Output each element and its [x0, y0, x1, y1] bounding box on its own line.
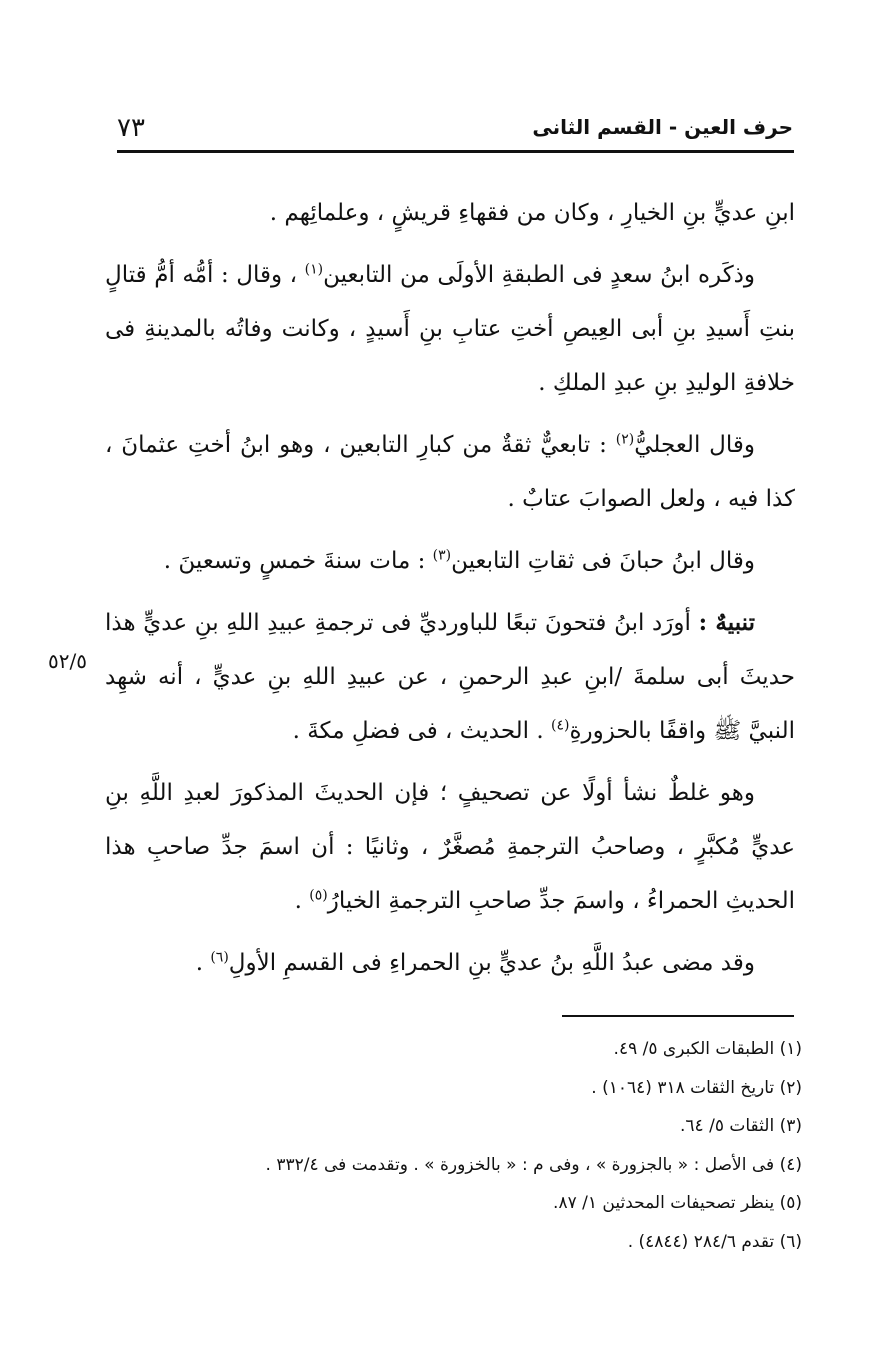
paragraph-6-text-b: .: [294, 888, 310, 914]
header-rule: [117, 150, 794, 153]
paragraph-6: [105, 766, 795, 928]
footnote-ref-3[interactable]: (٣): [432, 547, 452, 564]
paragraph-7-text-b: .: [195, 950, 211, 976]
note-lead: تنبيهٌ :: [698, 609, 755, 636]
margin-note: ٥٢/٥: [48, 649, 87, 673]
paragraph-2-text-b: ، وقال : أمُّه أمُّ قتالٍ بنتِ أَسيدِ بنِ أبى العِيصِ أختِ عتابِ بنِ أَسيدٍ ، وكانت وفاتُه بالمدينةِ فى خلافةِ الوليدِ بنِ عبدِ الملكِ .: [105, 262, 795, 396]
running-header: [117, 113, 793, 147]
paragraph-3: [105, 418, 795, 526]
footnote-ref-2[interactable]: (٢): [615, 431, 635, 448]
paragraph-4: [105, 534, 795, 588]
paragraph-5: [105, 596, 795, 758]
paragraph-3-text-a: وقال العجليُّ: [634, 432, 755, 458]
paragraph-3-text-b: : تابعيٌّ ثقةٌ من كبارِ التابعين ، وهو ابنُ أختِ عثمانَ ، كذا فيه ، ولعل الصوابَ عتابٌ .: [105, 432, 795, 512]
paragraph-4-text-a: وقال ابنُ حبانَ فى ثقاتِ التابعين: [451, 548, 755, 574]
footnote-3: (٣) الثقات ٥/ ٦٤.: [680, 1116, 802, 1136]
footnote-4: (٤) فى الأصل : « بالجزورة » ، وفى م : « بالخزورة » . وتقدمت فى ٣٣٢/٤ .: [265, 1154, 802, 1175]
paragraph-1-text: ابنِ عديٍّ بنِ الخيارِ ، وكان من فقهاءِ قريشٍ ، وعلمائِهم .: [269, 200, 795, 226]
paragraph-1: [105, 186, 795, 240]
paragraph-2: [105, 248, 795, 410]
footnote-ref-5[interactable]: (٥): [309, 887, 328, 904]
footnote-2: (٢) تاريخ الثقات ٣١٨ (١٠٦٤) .: [591, 1077, 802, 1098]
paragraph-2-text-a: وذكَره ابنُ سعدٍ فى الطبقةِ الأولَى من التابعين: [323, 262, 755, 288]
footnote-ref-6[interactable]: (٦): [210, 949, 229, 966]
paragraph-5-text-b: . الحديث ، فى فضلِ مكةَ .: [292, 718, 551, 744]
main-text: [105, 186, 795, 998]
paragraph-6-text-a: وهو غلطٌ نشأ أولًا عن تصحيفٍ ؛ فإن الحديثَ المذكورَ لعبدِ اللَّهِ بنِ عديٍّ مُكبَّرٍ ، وصاحبُ الترجمةِ مُصغَّرٌ ، وثانيًا : أن اسمَ جدِّ صاحبِ هذا الحديثِ الحمراءُ ، واسمَ جدِّ صاحبِ الترجمةِ الخيارُ: [105, 780, 795, 914]
running-title: حرف العين - القسم الثانى: [532, 115, 793, 139]
paragraph-5-text-a: أورَد ابنُ فتحونَ تبعًا للباورديِّ فى ترجمةِ عبيدِ اللهِ بنِ عديٍّ هذا حديثَ أبى سلمةَ /ابنِ عبدِ الرحمنِ ، عن عبيدِ اللهِ بنِ عديٍّ ، أنه شهِد النبيَّ ﷺ واقفًا بالحزورةِ: [105, 610, 795, 744]
footnote-ref-4[interactable]: (٤): [551, 717, 570, 734]
paragraph-7: [105, 936, 795, 990]
footnote-5: (٥) ينظر تصحيفات المحدثين ١/ ٨٧.: [553, 1193, 802, 1213]
footnote-rule: [562, 1015, 794, 1017]
footnote-ref-1[interactable]: (١): [304, 261, 324, 278]
page-number: ٧٣: [117, 113, 145, 143]
footnote-6: (٦) تقدم ٢٨٤/٦ (٤٨٤٤) .: [627, 1231, 802, 1252]
paragraph-4-text-b: : مات سنةَ خمسٍ وتسعينَ .: [163, 548, 433, 574]
footnote-1: (١) الطبقات الكبرى ٥/ ٤٩.: [613, 1039, 802, 1059]
paragraph-7-text-a: وقد مضى عبدُ اللَّهِ بنُ عديٍّ بنِ الحمراءِ فى القسمِ الأولِ: [228, 950, 755, 976]
footnotes: [230, 1030, 802, 1261]
